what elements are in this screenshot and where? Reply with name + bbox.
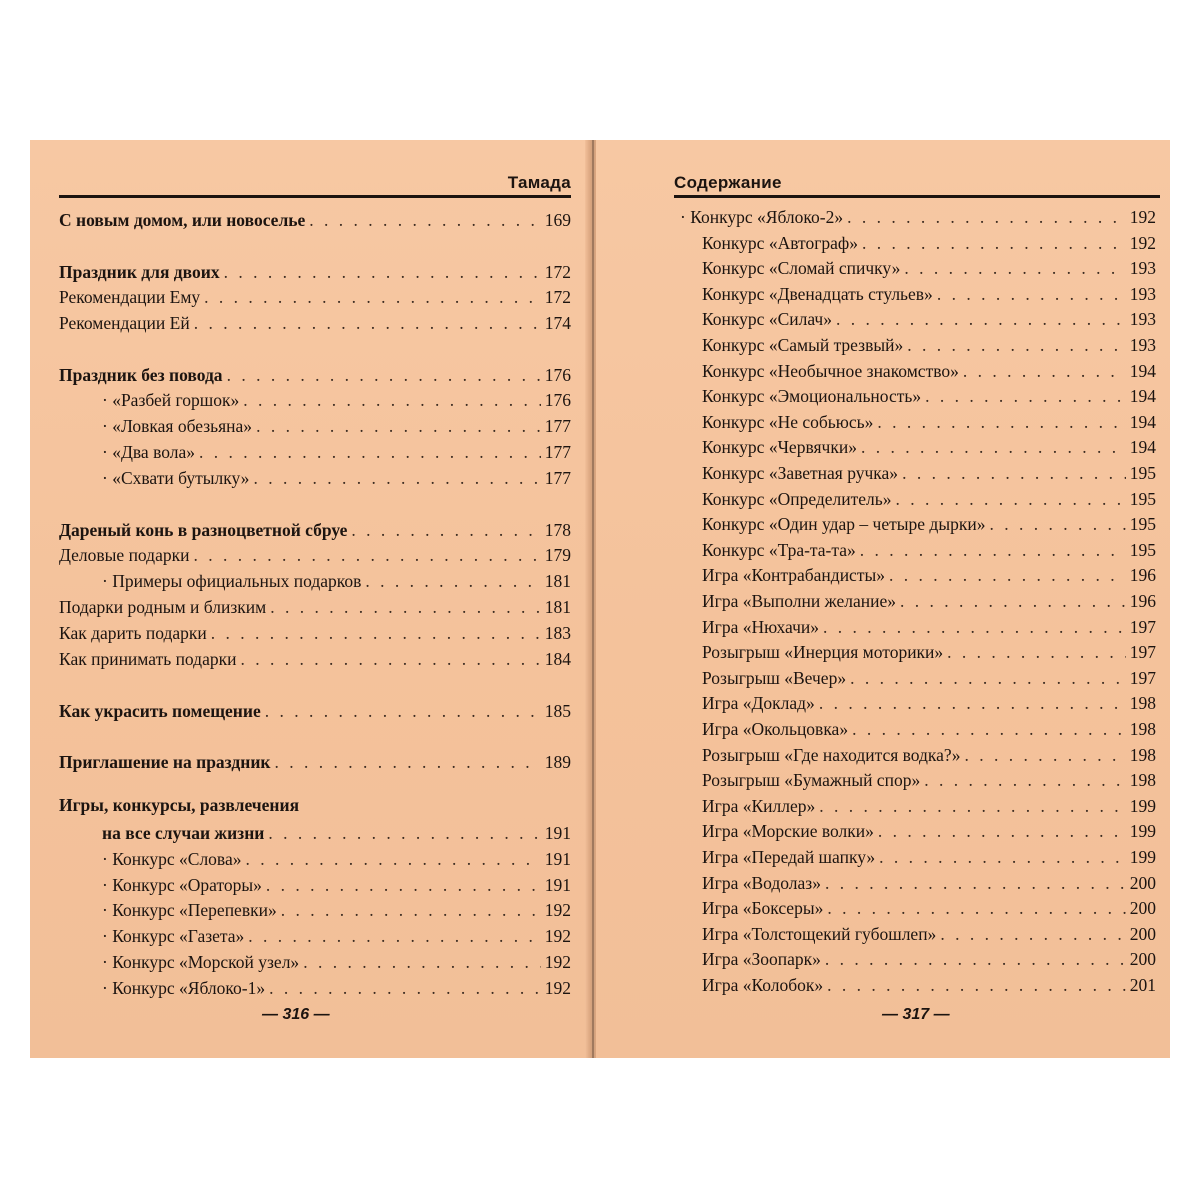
toc-entry-title: · Конкурс «Яблоко-1»: [102, 978, 266, 998]
toc-entry-title: · Конкурс «Слова»: [102, 849, 242, 869]
toc-entry-title: Как украсить помещение: [59, 701, 261, 721]
toc-entry-page: 172: [544, 262, 571, 282]
toc-entry: [102, 926, 571, 946]
toc-entry: [59, 623, 571, 643]
toc-entry-title: Игра «Колобок»: [702, 975, 824, 995]
toc-entry-page: 169: [544, 210, 571, 230]
toc-entry: [102, 571, 571, 591]
toc-entry-page: 183: [544, 623, 571, 643]
toc-entry: [59, 262, 571, 282]
toc-entry-title: · «Ловкая обезьяна»: [102, 416, 253, 436]
toc-entry: [702, 412, 1156, 432]
toc-entry-page: 177: [544, 416, 571, 436]
toc-entry: [702, 489, 1156, 509]
toc-entry-title: · «Схвати бутылку»: [102, 468, 250, 488]
dot-leader: [819, 693, 1126, 713]
toc-entry-page: 200: [1129, 898, 1156, 918]
running-head-left: Тамада: [507, 173, 571, 192]
dot-leader: [281, 900, 541, 920]
toc-entry-title: Конкурс «Определитель»: [702, 489, 892, 509]
toc-entry: [702, 463, 1156, 483]
dot-leader: [877, 412, 1125, 432]
toc-entry-title: · «Два вола»: [102, 442, 195, 462]
toc-entry-page: 176: [544, 390, 571, 410]
dot-leader: [270, 597, 541, 617]
toc-entry-title: Подарки родным и близким: [59, 597, 267, 617]
dot-leader: [940, 924, 1125, 944]
toc-entry: [102, 823, 571, 843]
dot-leader: [847, 207, 1126, 227]
toc-entry: [59, 210, 571, 230]
dot-leader: [900, 591, 1126, 611]
toc-entry-title: Конкурс «Не собьюсь»: [702, 412, 874, 432]
toc-entry: [702, 693, 1156, 713]
toc-entry-title: Игра «Толстощекий губошлеп»: [702, 924, 937, 944]
toc-entry-page: 178: [544, 520, 571, 540]
dot-leader: [963, 361, 1126, 381]
dot-leader: [907, 335, 1126, 355]
toc-entry-title: Игра «Передай шапку»: [702, 847, 876, 867]
toc-entry: [59, 649, 571, 669]
toc-entry-page: 193: [1129, 258, 1156, 278]
dot-leader: [861, 437, 1126, 457]
toc-entry-title: Розыгрыш «Где находится водка?»: [702, 745, 961, 765]
toc-entry-title: Дареный конь в разноцветной сбруе: [59, 520, 348, 540]
toc-entry: [680, 207, 1156, 227]
dot-leader: [889, 565, 1126, 585]
toc-entry-title: Игра «Морские волки»: [702, 821, 874, 841]
toc-entry-page: 191: [544, 823, 571, 843]
toc-entry: [702, 719, 1156, 739]
dot-leader: [825, 873, 1126, 893]
toc-entry: [702, 540, 1156, 560]
toc-entry-page: 192: [1129, 233, 1156, 253]
toc-entry: [702, 898, 1156, 918]
toc-entry-page: 198: [1129, 745, 1156, 765]
dot-leader: [925, 386, 1126, 406]
toc-entry-page: 177: [544, 468, 571, 488]
toc-entry: [102, 952, 571, 972]
toc-entry-title: Конкурс «Тра-та-та»: [702, 540, 856, 560]
toc-entry-title: Рекомендации Ему: [59, 287, 201, 307]
toc-entry-page: 193: [1129, 309, 1156, 329]
toc-entry: [59, 287, 571, 307]
toc-entry-title: · Конкурс «Морской узел»: [102, 952, 300, 972]
toc-entry-page: 192: [544, 900, 571, 920]
page-number-left: — 316 —: [262, 1006, 330, 1023]
toc-entry-title: Приглашение на праздник: [59, 752, 271, 772]
toc-entry-page: 177: [544, 442, 571, 462]
toc-entry-title: · Примеры официальных подарков: [102, 571, 362, 591]
dot-leader: [878, 821, 1126, 841]
toc-entry-page: 176: [544, 365, 571, 385]
toc-entry: [102, 900, 571, 920]
toc-entry-title: Розыгрыш «Инерция моторики»: [702, 642, 944, 662]
book-spread: [30, 140, 1170, 1058]
toc-entry-page: 195: [1129, 514, 1156, 534]
toc-entry-page: 191: [544, 849, 571, 869]
toc-entry-title: Конкурс «Червячки»: [702, 437, 857, 457]
gutter-crease: [592, 140, 594, 1058]
toc-entry-title: Игра «Зоопарк»: [702, 949, 821, 969]
toc-entry-title: Игра «Нюхачи»: [702, 617, 819, 637]
toc-entry: [102, 849, 571, 869]
toc-entry-page: 199: [1129, 847, 1156, 867]
toc-entry-page: 197: [1129, 642, 1156, 662]
toc-entry-page: 200: [1129, 949, 1156, 969]
toc-entry-page: 200: [1129, 924, 1156, 944]
toc-entry-page: 192: [544, 926, 571, 946]
dot-leader: [248, 926, 540, 946]
dot-leader: [303, 952, 541, 972]
dot-leader: [199, 442, 541, 462]
toc-entry-page: 201: [1129, 975, 1156, 995]
toc-entry-title: Игра «Контрабандисты»: [702, 565, 885, 585]
dot-leader: [924, 770, 1126, 790]
toc-entry-title: Розыгрыш «Вечер»: [702, 668, 847, 688]
dot-leader: [902, 463, 1126, 483]
toc-entry-page: 199: [1129, 796, 1156, 816]
toc-entry-title: Конкурс «Самый трезвый»: [702, 335, 904, 355]
dot-leader: [265, 701, 541, 721]
toc-entry-page: 194: [1129, 437, 1156, 457]
toc-entry-title: Конкурс «Эмоциональность»: [702, 386, 922, 406]
toc-entry-title: Конкурс «Заветная ручка»: [702, 463, 899, 483]
page-number-right: — 317 —: [882, 1006, 950, 1023]
toc-entry-title: Игра «Киллер»: [702, 796, 816, 816]
toc-entry-page: 198: [1129, 719, 1156, 739]
toc-entry-title: Игра «Окольцовка»: [702, 719, 849, 739]
toc-entry: [702, 796, 1156, 816]
toc-entry-page: 197: [1129, 668, 1156, 688]
toc-entry: [702, 386, 1156, 406]
dot-leader: [240, 649, 540, 669]
dot-leader: [275, 752, 541, 772]
dot-leader: [852, 719, 1126, 739]
toc-entry: [59, 545, 571, 565]
toc-entry-page: 194: [1129, 361, 1156, 381]
toc-entry: [702, 284, 1156, 304]
toc-entry-title: · Конкурс «Яблоко-2»: [680, 207, 844, 227]
toc-entry-page: 174: [544, 313, 571, 333]
toc-entry: [702, 617, 1156, 637]
toc-entry-page: 194: [1129, 386, 1156, 406]
toc-entry-page: 197: [1129, 617, 1156, 637]
toc-entry: [702, 258, 1156, 278]
toc-entry-page: 179: [544, 545, 571, 565]
toc-entry-page: 194: [1129, 412, 1156, 432]
dot-leader: [268, 823, 540, 843]
toc-entry: [702, 873, 1156, 893]
toc-entry: [702, 361, 1156, 381]
toc-entry-title: Как принимать подарки: [59, 649, 237, 669]
dot-leader: [194, 313, 541, 333]
toc-entry: [102, 978, 571, 998]
toc-entry-title: Конкурс «Один удар – четыре дырки»: [702, 514, 986, 534]
toc-entry-page: 195: [1129, 489, 1156, 509]
left-page: [30, 140, 590, 1058]
toc-entry-title: Игра «Водолаз»: [702, 873, 821, 893]
toc-entry: [702, 514, 1156, 534]
toc-entry-page: 200: [1129, 873, 1156, 893]
toc-entry: [702, 437, 1156, 457]
toc-section-heading: Игры, конкурсы, развлечения: [59, 795, 300, 815]
toc-entry-page: 189: [544, 752, 571, 772]
dot-leader: [227, 365, 541, 385]
toc-entry-title: Праздник без повода: [59, 365, 223, 385]
toc-entry-title: Деловые подарки: [59, 545, 190, 565]
toc-entry-title: Игра «Боксеры»: [702, 898, 824, 918]
toc-entry-title: Конкурс «Сломай спичку»: [702, 258, 901, 278]
dot-leader: [904, 258, 1125, 278]
dot-leader: [253, 468, 540, 488]
running-head-right: Содержание: [674, 173, 782, 192]
toc-entry-page: 184: [544, 649, 571, 669]
dot-leader: [879, 847, 1126, 867]
header-rule-right: [674, 195, 1160, 198]
toc-entry-page: 193: [1129, 284, 1156, 304]
toc-entry: [102, 875, 571, 895]
dot-leader: [836, 309, 1126, 329]
toc-entry-page: 192: [544, 978, 571, 998]
toc-entry: [59, 597, 571, 617]
dot-leader: [266, 875, 541, 895]
dot-leader: [862, 233, 1126, 253]
toc-entry: [702, 335, 1156, 355]
toc-entry-title: Конкурс «Необычное знакомство»: [702, 361, 959, 381]
toc-entry-page: 172: [544, 287, 571, 307]
dot-leader: [351, 520, 540, 540]
toc-entry: [59, 752, 571, 772]
toc-entry-page: 185: [544, 701, 571, 721]
toc-entry: [102, 390, 571, 410]
dot-leader: [204, 287, 541, 307]
dot-leader: [309, 210, 540, 230]
toc-entry-page: 192: [1129, 207, 1156, 227]
toc-entry: [702, 949, 1156, 969]
toc-entry-title: Как дарить подарки: [59, 623, 207, 643]
dot-leader: [860, 540, 1126, 560]
toc-entry-page: 181: [544, 597, 571, 617]
dot-leader: [827, 898, 1125, 918]
toc-entry: [702, 591, 1156, 611]
dot-leader: [823, 617, 1126, 637]
toc-entry-title: на все случаи жизни: [102, 823, 265, 843]
toc-entry-page: 195: [1129, 540, 1156, 560]
toc-entry: [702, 821, 1156, 841]
toc-entry-title: · Конкурс «Ораторы»: [102, 875, 262, 895]
toc-entry-page: 195: [1129, 463, 1156, 483]
toc-entry: [702, 975, 1156, 995]
toc-entry-title: Игра «Доклад»: [702, 693, 815, 713]
toc-entry-page: 181: [544, 571, 571, 591]
dot-leader: [989, 514, 1125, 534]
toc-entry-title: Конкурс «Силач»: [702, 309, 832, 329]
dot-leader: [211, 623, 541, 643]
toc-entry-page: 191: [544, 875, 571, 895]
header-rule-left: [59, 195, 571, 198]
dot-leader: [964, 745, 1125, 765]
right-page: [596, 140, 1170, 1058]
toc-entry-title: С новым домом, или новоселье: [59, 210, 306, 230]
toc-entry: [102, 468, 571, 488]
toc-entry-page: 198: [1129, 770, 1156, 790]
toc-entry: [59, 701, 571, 721]
toc-entry: [102, 442, 571, 462]
toc-entry-title: Розыгрыш «Бумажный спор»: [702, 770, 921, 790]
dot-leader: [827, 975, 1126, 995]
dot-leader: [825, 949, 1126, 969]
dot-leader: [947, 642, 1126, 662]
dot-leader: [256, 416, 541, 436]
toc-entry-title: · «Разбей горшок»: [102, 390, 240, 410]
toc-entry-title: Праздник для двоих: [59, 262, 220, 282]
toc-entry-page: 192: [544, 952, 571, 972]
dot-leader: [819, 796, 1126, 816]
toc-entry: [702, 847, 1156, 867]
toc-entry-page: 196: [1129, 565, 1156, 585]
dot-leader: [269, 978, 541, 998]
toc-entry-title: Конкурс «Двенадцать стульев»: [702, 284, 933, 304]
toc-entry: [702, 924, 1156, 944]
toc-entry: [59, 520, 571, 540]
toc-entry: [702, 233, 1156, 253]
toc-entry: [702, 642, 1156, 662]
dot-leader: [243, 390, 540, 410]
toc-entry: [102, 416, 571, 436]
dot-leader: [193, 545, 540, 565]
toc-entry: [59, 365, 571, 385]
toc-entry-title: Рекомендации Ей: [59, 313, 190, 333]
toc-entry-title: · Конкурс «Перепевки»: [102, 900, 277, 920]
toc-entry: [702, 770, 1156, 790]
toc-entry: [702, 745, 1156, 765]
toc-entry-page: 193: [1129, 335, 1156, 355]
toc-entry: [702, 565, 1156, 585]
dot-leader: [365, 571, 540, 591]
toc-entry: [702, 309, 1156, 329]
dot-leader: [896, 489, 1126, 509]
dot-leader: [245, 849, 540, 869]
toc-entry-title: Конкурс «Автограф»: [702, 233, 858, 253]
dot-leader: [937, 284, 1126, 304]
toc-entry-page: 196: [1129, 591, 1156, 611]
toc-entry-title: · Конкурс «Газета»: [102, 926, 245, 946]
dot-leader: [850, 668, 1126, 688]
dot-leader: [224, 262, 541, 282]
toc-entry: [702, 668, 1156, 688]
toc-entry-title: Игра «Выполни желание»: [702, 591, 896, 611]
toc-entry: [59, 313, 571, 333]
toc-entry-page: 198: [1129, 693, 1156, 713]
toc-entry-page: 199: [1129, 821, 1156, 841]
